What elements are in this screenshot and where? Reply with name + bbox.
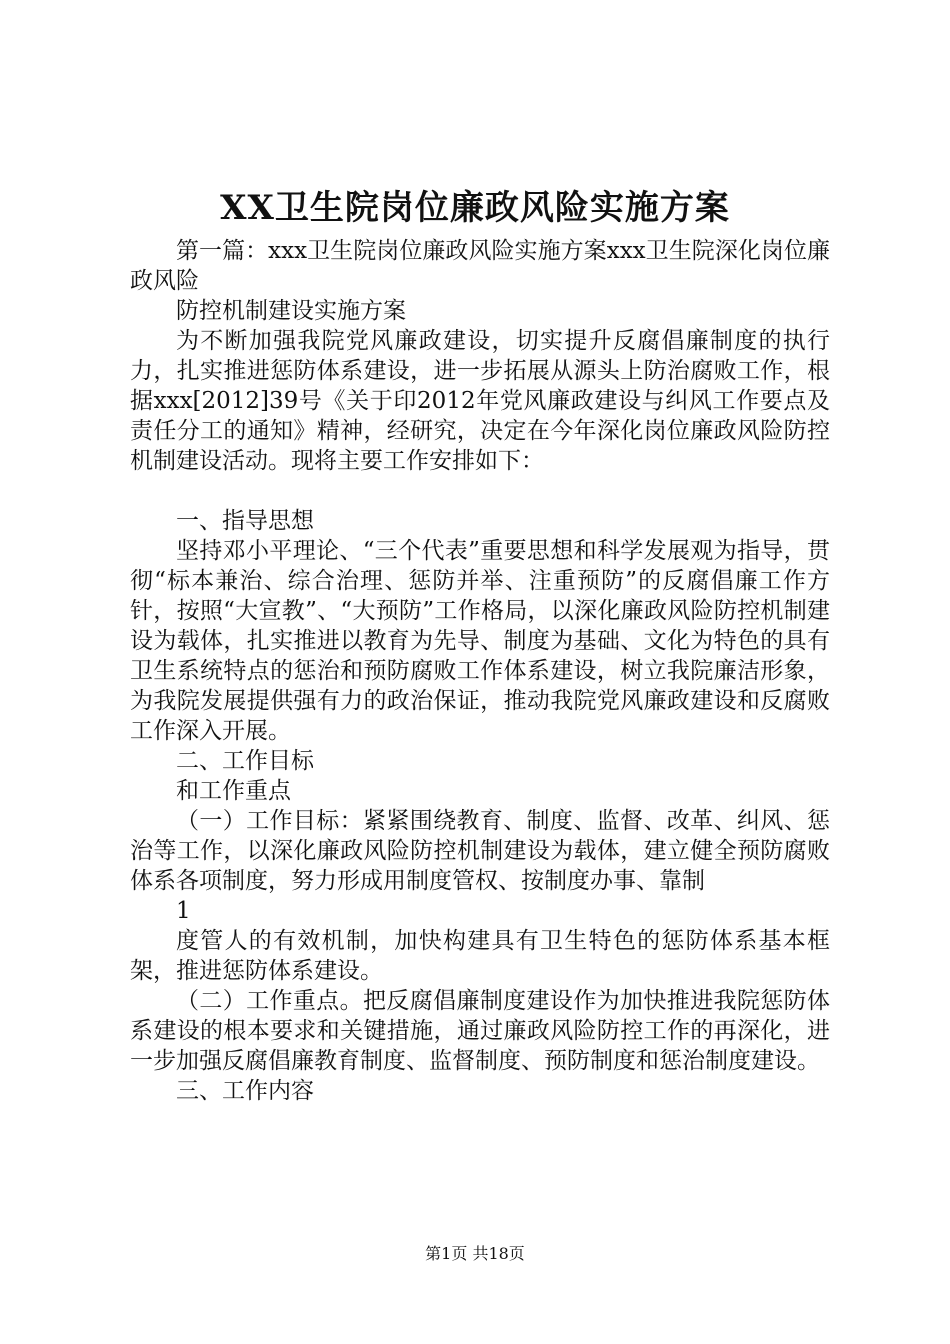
paragraph-subtitle: 防控机制建设实施方案: [176, 298, 406, 324]
paragraph-intro: 为不断加强我院党风廉政建设，切实提升反腐倡廉制度的执行力，扎实推进惩防体系建设，进一步拓展从源头上防治腐败工作，根据xxx[2012]39号《关于印2012年党风廉政建设与纠风工作要点及责任分工的通知》精神，经研究，决定在今年深化岗位廉政风险防控机制建设活动。现将主要工作安排如下：: [130, 328, 830, 474]
paragraph-page-number-marker: 1: [176, 898, 191, 924]
paragraph-guiding-ideology: 坚持邓小平理论、“三个代表”重要思想和科学发展观为指导，贯彻“标本兼治、综合治理、惩防并举、注重预防”的反腐倡廉工作方针，按照“大宣教”、“大预防”工作格局，以深化廉政风险防控机制建设为载体，扎实推进以教育为先导、制度为基础、文化为特色的具有卫生系统特点的惩治和预防腐败工作体系建设，树立我院廉洁形象，为我院发展提供强有力的政治保证，推动我院党风廉政建设和反腐败工作深入开展。: [130, 538, 830, 744]
section-heading-work-goals: 二、工作目标: [176, 748, 314, 774]
document-body: [130, 236, 830, 1106]
blank-line: [130, 476, 830, 506]
paragraph-chapter-heading: 第一篇：xxx卫生院岗位廉政风险实施方案xxx卫生院深化岗位廉政风险: [130, 238, 830, 294]
paragraph-work-goals-continued: 度管人的有效机制，加快构建具有卫生特色的惩防体系基本框架，推进惩防体系建设。: [130, 928, 830, 984]
document-title: XX卫生院岗位廉政风险实施方案: [220, 188, 730, 228]
section-heading-work-focus: 和工作重点: [176, 778, 291, 804]
section-heading-work-content: 三、工作内容: [176, 1078, 314, 1104]
paragraph-work-focus: （二）工作重点。把反腐倡廉制度建设作为加快推进我院惩防体系建设的根本要求和关键措施，通过廉政风险防控工作的再深化，进一步加强反腐倡廉教育制度、监督制度、预防制度和惩治制度建设。: [130, 988, 830, 1074]
section-heading-guiding-ideology: 一、指导思想: [176, 508, 314, 534]
page-footer: 第1页 共18页: [425, 1244, 525, 1263]
paragraph-work-goals: （一）工作目标：紧紧围绕教育、制度、监督、改革、纠风、惩治等工作，以深化廉政风险防控机制建设为载体，建立健全预防腐败体系各项制度，努力形成用制度管权、按制度办事、靠制: [130, 808, 830, 894]
